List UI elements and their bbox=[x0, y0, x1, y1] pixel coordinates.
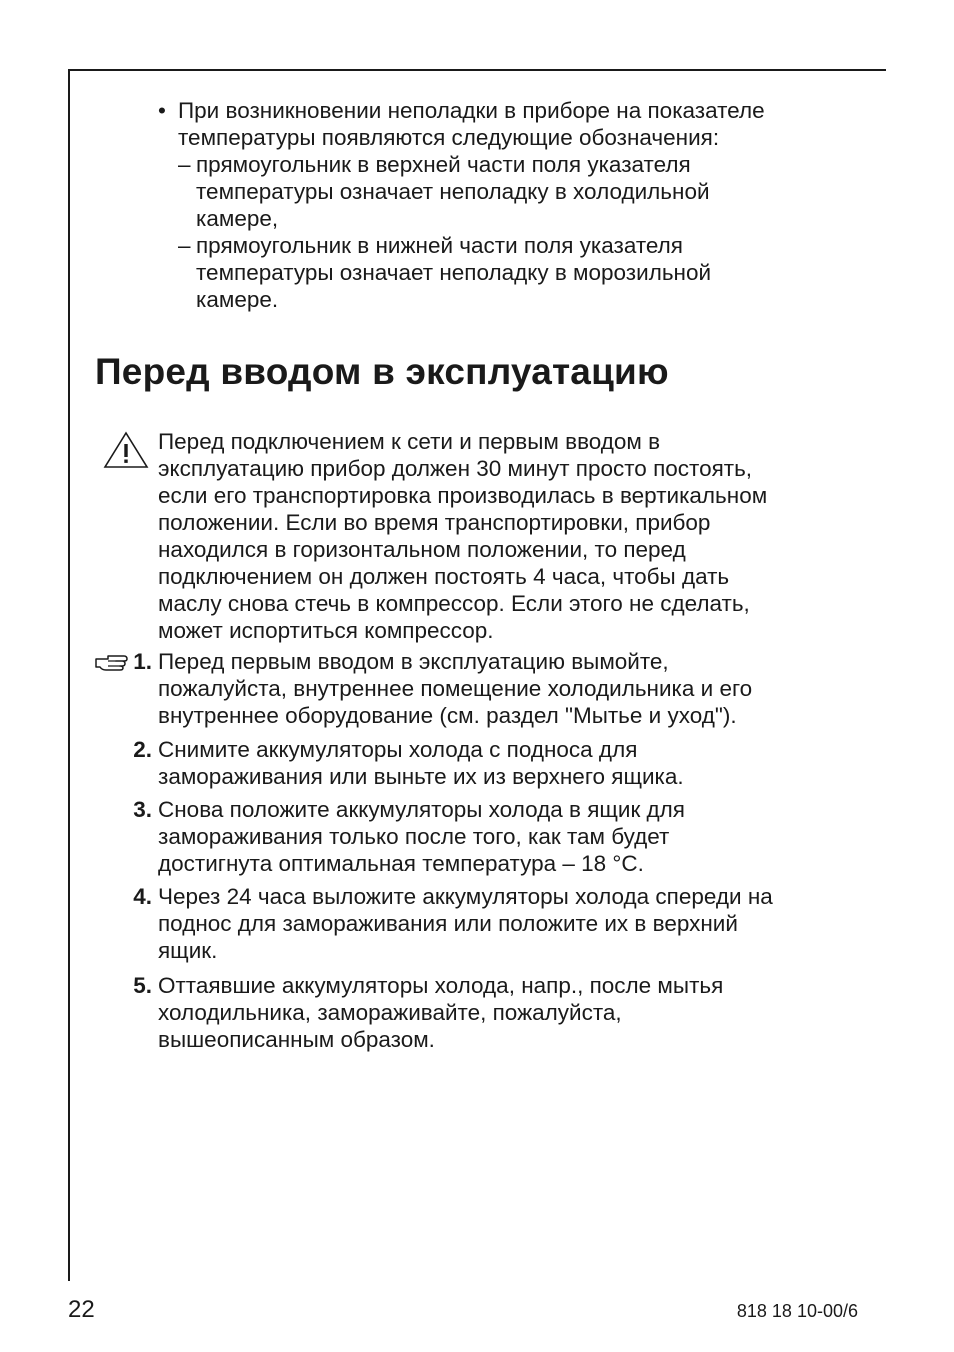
step-line: Перед первым вводом в эксплуатацию вымойте, bbox=[158, 649, 669, 674]
dash-item-lower bbox=[178, 232, 765, 313]
bullet-line: температуры появляются следующие обозначения: bbox=[178, 125, 720, 150]
page-number: 22 bbox=[68, 1296, 95, 1323]
dash-line: прямоугольник в верхней части поля указателя bbox=[196, 152, 691, 177]
warning-line: если его транспортировка производилась в вертикальном bbox=[158, 483, 768, 508]
left-rule bbox=[68, 69, 70, 1281]
dash-line: температуры означает неполадку в холодильной bbox=[196, 179, 710, 204]
warning-text bbox=[158, 428, 767, 644]
step-line: вышеописанным образом. bbox=[158, 1027, 435, 1052]
section-heading: Перед вводом в эксплуатацию bbox=[95, 351, 669, 392]
step-line: Снимите аккумуляторы холода с подноса для bbox=[158, 737, 638, 762]
top-rule bbox=[68, 69, 886, 71]
warning-line: может испортиться компрессор. bbox=[158, 618, 494, 643]
step-4 bbox=[158, 883, 773, 964]
warning-line: находился в горизонтальном положении, то перед bbox=[158, 537, 686, 562]
document-code: 818 18 10-00/6 bbox=[736, 1301, 858, 1321]
warning-line: Перед подключением к сети и первым вводом в bbox=[158, 429, 661, 454]
bullet-item bbox=[158, 97, 765, 151]
step-number: 5. bbox=[133, 973, 152, 998]
step-line: замораживания или выньте их из верхнего ящика. bbox=[158, 764, 684, 789]
step-number: 1. bbox=[133, 649, 152, 674]
bullet-line: При возникновении неполадки в приборе на показателе bbox=[178, 98, 765, 123]
dash-line: камере. bbox=[196, 287, 279, 312]
dash-item-upper bbox=[178, 151, 765, 232]
step-line: холодильника, замораживайте, пожалуйста, bbox=[158, 1000, 622, 1025]
dash-marker: – bbox=[178, 152, 191, 177]
step-line: внутреннее оборудование (см. раздел "Мытье и уход"). bbox=[158, 703, 737, 728]
step-1 bbox=[158, 648, 752, 729]
step-line: пожалуйста, внутреннее помещение холодильника и его bbox=[158, 676, 753, 701]
step-number: 4. bbox=[133, 884, 152, 909]
step-line: поднос для замораживания или положите их в верхний bbox=[158, 911, 738, 936]
dash-line: температуры означает неполадку в морозильной bbox=[196, 260, 712, 285]
warning-line: эксплуатацию прибор должен 30 минут просто постоять, bbox=[158, 456, 753, 481]
dash-marker: – bbox=[178, 233, 191, 258]
warning-line: подключением он должен постоять 4 часа, чтобы дать bbox=[158, 564, 730, 589]
step-line: Через 24 часа выложите аккумуляторы холода спереди на bbox=[158, 884, 773, 909]
warning-triangle-icon bbox=[102, 430, 150, 475]
dash-line: камере, bbox=[196, 206, 279, 231]
step-line: замораживания только после того, как там будет bbox=[158, 824, 670, 849]
step-2 bbox=[158, 736, 684, 790]
step-line: Оттаявшие аккумуляторы холода, напр., после мытья bbox=[158, 973, 724, 998]
warning-line: положении. Если во время транспортировки, прибор bbox=[158, 510, 711, 535]
bullet-marker: • bbox=[158, 98, 166, 123]
step-line: достигнута оптимальная температура – 18 °C. bbox=[158, 851, 644, 876]
warning-line: маслу снова стечь в компрессор. Если этого не сделать, bbox=[158, 591, 750, 616]
step-3 bbox=[158, 796, 685, 877]
step-line: ящик. bbox=[158, 938, 218, 963]
step-number: 2. bbox=[133, 737, 152, 762]
fault-indicator-bullet bbox=[158, 97, 765, 313]
step-line: Снова положите аккумуляторы холода в ящик для bbox=[158, 797, 685, 822]
dash-line: прямоугольник в нижней части поля указателя bbox=[196, 233, 683, 258]
step-5 bbox=[158, 972, 723, 1053]
step-number: 3. bbox=[133, 797, 152, 822]
